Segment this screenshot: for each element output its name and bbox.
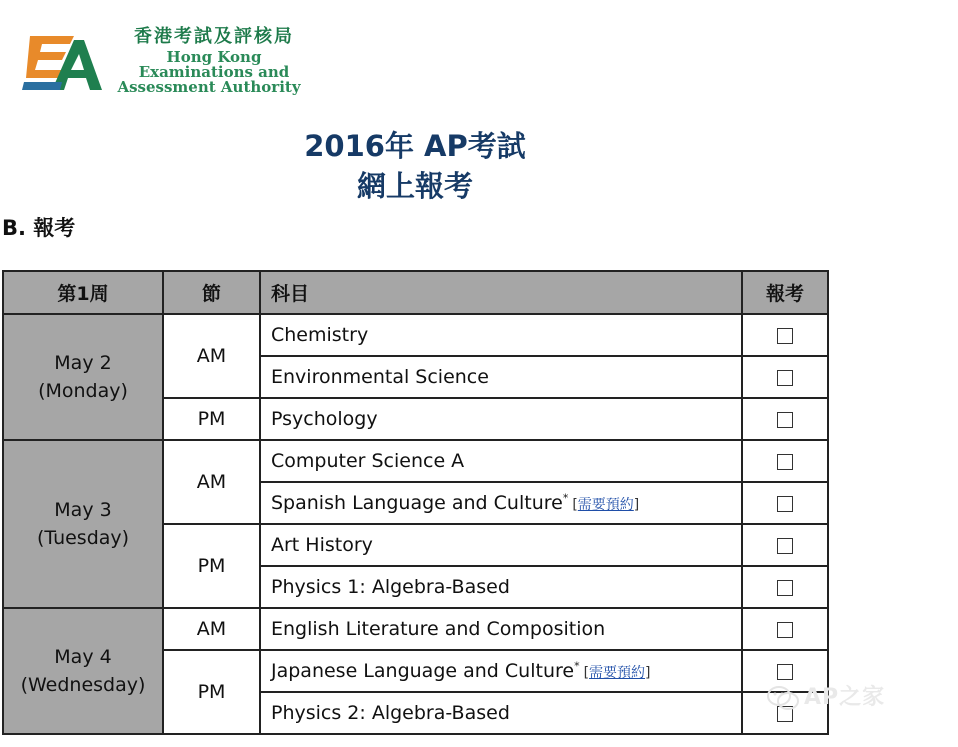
subject-cell: Environmental Science: [260, 356, 742, 398]
day-weekday: (Wednesday): [20, 674, 146, 696]
register-checkbox[interactable]: [777, 496, 793, 512]
org-name-en-1: Hong Kong: [166, 48, 262, 66]
hkeaa-logo-icon: [22, 32, 104, 94]
footnote-star: *: [562, 491, 569, 505]
bracket-open: [: [572, 497, 578, 513]
register-cell: [742, 482, 828, 524]
day-weekday: (Monday): [38, 380, 128, 402]
appointment-link[interactable]: 需要預約: [577, 497, 634, 513]
subject-cell: Computer Science A: [260, 440, 742, 482]
register-cell: [742, 398, 828, 440]
register-checkbox[interactable]: [777, 412, 793, 428]
section-heading: B. 報考: [2, 216, 76, 240]
org-name-zh: 香港考試及評核局: [134, 26, 294, 47]
register-checkbox[interactable]: [777, 664, 793, 680]
subject-cell: Physics 2: Algebra-Based: [260, 692, 742, 734]
footnote-star: *: [574, 659, 580, 673]
register-cell: [742, 356, 828, 398]
day-cell: [3, 608, 163, 734]
day-date: May 3: [54, 499, 112, 521]
day-date: May 2: [54, 352, 112, 374]
header-register: 報考: [742, 271, 828, 314]
appointment-note: [584, 665, 651, 681]
watermark-text: AP之家: [804, 685, 886, 710]
header-week: 第1周: [3, 271, 163, 314]
appointment-link[interactable]: 需要預約: [589, 665, 646, 681]
hkeaa-logo: [22, 28, 312, 100]
session-cell: AM: [163, 314, 260, 398]
day-cell: [3, 314, 163, 440]
title-line-2: 網上報考: [356, 169, 473, 203]
title-line-1: 2016年 AP考試: [304, 129, 526, 163]
appointment-note: [572, 497, 639, 513]
org-name-en-2: Examinations and: [138, 63, 290, 81]
register-cell: [742, 440, 828, 482]
subject-name: Japanese Language and Culture: [271, 660, 575, 682]
session-cell: PM: [163, 650, 260, 734]
subject-cell: [260, 482, 742, 524]
subject-cell: English Literature and Composition: [260, 608, 742, 650]
register-cell: [742, 314, 828, 356]
subject-cell: [260, 650, 742, 692]
page-title: [0, 126, 830, 206]
day-cell: [3, 440, 163, 608]
register-cell: [742, 524, 828, 566]
org-name-en-3: Assessment Authority: [117, 78, 301, 96]
table-row: [3, 608, 828, 650]
register-checkbox[interactable]: [777, 454, 793, 470]
register-checkbox[interactable]: [777, 580, 793, 596]
subject-name: Spanish Language and Culture: [271, 492, 563, 514]
bracket-close: ]: [633, 497, 640, 513]
table-header-row: [3, 271, 828, 314]
table-row: [3, 440, 828, 482]
register-checkbox[interactable]: [777, 370, 793, 386]
table-row: [3, 314, 828, 356]
bracket-close: ]: [645, 665, 651, 681]
subject-cell: Physics 1: Algebra-Based: [260, 566, 742, 608]
session-cell: PM: [163, 524, 260, 608]
exam-schedule-table: [2, 270, 829, 735]
header-session: 節: [163, 271, 260, 314]
register-checkbox[interactable]: [777, 622, 793, 638]
day-weekday: (Tuesday): [36, 527, 130, 549]
header-subject: 科目: [260, 271, 742, 314]
register-checkbox[interactable]: [777, 538, 793, 554]
register-checkbox[interactable]: [777, 328, 793, 344]
session-cell: PM: [163, 398, 260, 440]
bracket-open: [: [583, 665, 590, 681]
day-date: May 4: [54, 646, 112, 668]
wechat-icon: [766, 685, 800, 711]
subject-cell: Psychology: [260, 398, 742, 440]
register-cell: [742, 608, 828, 650]
watermark: [766, 680, 885, 711]
session-cell: AM: [163, 608, 260, 650]
register-cell: [742, 566, 828, 608]
logo-text: [114, 28, 314, 95]
session-cell: AM: [163, 440, 260, 524]
subject-cell: Chemistry: [260, 314, 742, 356]
subject-cell: Art History: [260, 524, 742, 566]
